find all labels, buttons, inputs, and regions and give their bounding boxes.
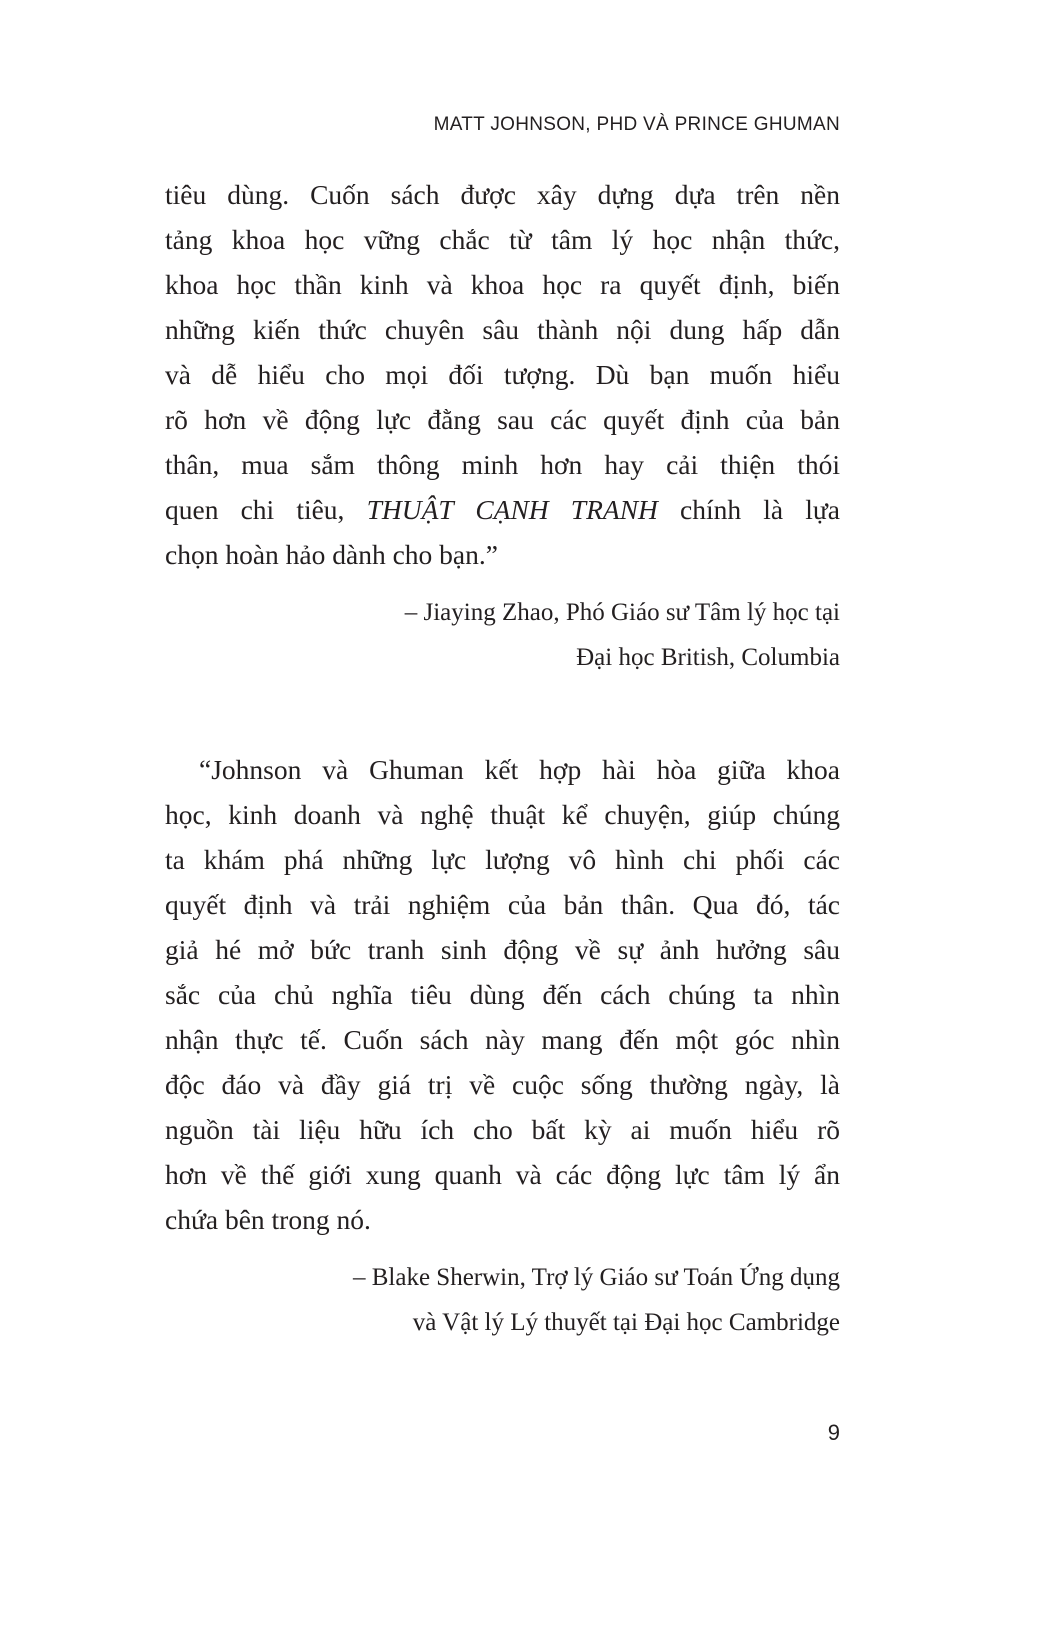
attribution-line: và Vật lý Lý thuyết tại Đại học Cambridge bbox=[412, 1309, 840, 1336]
text-line: nguồn tài liệu hữu ích cho bất kỳ ai muốn hiểu rõ bbox=[165, 1114, 840, 1145]
attribution-line: – Blake Sherwin, Trợ lý Giáo sư Toán Ứng dụng bbox=[352, 1264, 840, 1291]
text-line bbox=[165, 487, 840, 532]
text-segment: quen chi tiêu, bbox=[165, 494, 367, 525]
text-line: giả hé mở bức tranh sinh động về sự ảnh hưởng sâu bbox=[165, 934, 840, 965]
text-line: và dễ hiểu cho mọi đối tượng. Dù bạn muốn hiểu bbox=[165, 359, 840, 390]
text-line: chứa bên trong nó. bbox=[165, 1204, 371, 1235]
quote-1 bbox=[165, 172, 840, 577]
text-line: chọn hoàn hảo dành cho bạn.” bbox=[165, 539, 498, 570]
attribution-2 bbox=[353, 1255, 840, 1345]
text-line: khoa học thần kinh và khoa học ra quyết định, biến bbox=[165, 269, 840, 300]
text-line: tảng khoa học vững chắc từ tâm lý học nhận thức, bbox=[165, 224, 840, 255]
text-line: nhận thực tế. Cuốn sách này mang đến một góc nhìn bbox=[165, 1024, 840, 1055]
text-line: những kiến thức chuyên sâu thành nội dung hấp dẫn bbox=[165, 314, 840, 345]
text-segment: chính là lựa bbox=[657, 494, 841, 525]
text-line: “Johnson và Ghuman kết hợp hài hòa giữa khoa bbox=[199, 754, 840, 785]
text-line: học, kinh doanh và nghệ thuật kể chuyện, giúp chúng bbox=[165, 799, 840, 830]
text-line: hơn về thế giới xung quanh và các động lực tâm lý ẩn bbox=[165, 1159, 840, 1190]
book-title: THUẬT CẠNH TRANH bbox=[366, 494, 658, 525]
text-line: sắc của chủ nghĩa tiêu dùng đến cách chúng ta nhìn bbox=[165, 979, 840, 1010]
text-line: tiêu dùng. Cuốn sách được xây dựng dựa trên nền bbox=[165, 179, 840, 210]
running-header: MATT JOHNSON, PHD VÀ PRINCE GHUMAN bbox=[433, 114, 840, 135]
attribution-1 bbox=[405, 590, 840, 680]
quote-2 bbox=[165, 747, 840, 1242]
text-line: thân, mua sắm thông minh hơn hay cải thiện thói bbox=[165, 449, 840, 480]
text-line: ta khám phá những lực lượng vô hình chi phối các bbox=[165, 844, 840, 875]
attribution-line: – Jiaying Zhao, Phó Giáo sư Tâm lý học tại bbox=[404, 599, 840, 626]
attribution-line: Đại học British, Columbia bbox=[576, 644, 840, 671]
text-line: quyết định và trải nghiệm của bản thân. Qua đó, tác bbox=[165, 889, 840, 920]
text-line: rõ hơn về động lực đằng sau các quyết định của bản bbox=[165, 404, 840, 435]
text-line: độc đáo và đầy giá trị về cuộc sống thường ngày, là bbox=[165, 1069, 840, 1100]
page-number: 9 bbox=[827, 1420, 840, 1445]
